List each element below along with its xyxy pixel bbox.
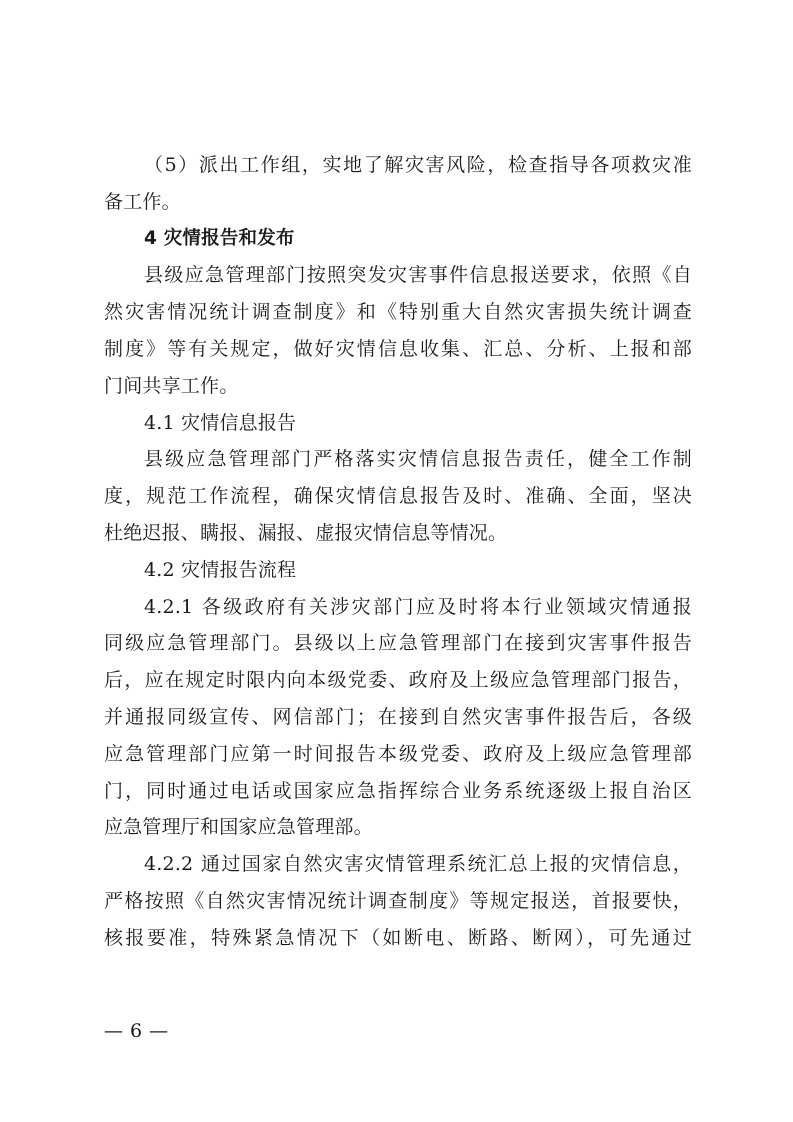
paragraph-line: 4.2.1 各级政府有关涉灾部门应及时将本行业领域灾情通报: [144, 595, 692, 618]
paragraph-line: 后，应在规定时限内向本级党委、政府及上级应急管理部门报告，: [104, 669, 692, 692]
paragraph-line: 并通报同级宣传、网信部门；在接到自然灾害事件报告后，各级: [104, 705, 692, 728]
paragraph-line: 县级应急管理部门按照突发灾害事件信息报送要求，依照《自: [144, 264, 692, 287]
paragraph-line: 应急管理部门应第一时间报告本级党委、政府及上级应急管理部: [104, 742, 692, 765]
paragraph-line: 严格按照《自然灾害情况统计调查制度》等规定报送，首报要快，: [104, 889, 692, 912]
subsection-heading: 4.1 灾情信息报告: [144, 411, 297, 434]
paragraph-line: 门间共享工作。: [104, 374, 239, 397]
paragraph-line: 备工作。: [104, 190, 181, 213]
paragraph-line: 杜绝迟报、瞒报、漏报、虚报灾情信息等情况。: [104, 521, 508, 544]
paragraph-line: 应急管理厅和国家应急管理部。: [104, 816, 373, 839]
paragraph-line: （5）派出工作组，实地了解灾害风险，检查指导各项救灾准: [144, 154, 692, 176]
paragraph-line: 县级应急管理部门严格落实灾情信息报告责任，健全工作制: [144, 448, 692, 471]
paragraph-line: 同级应急管理部门。县级以上应急管理部门在接到灾害事件报告: [104, 632, 692, 655]
paragraph-line: 4.2.2 通过国家自然灾害灾情管理系统汇总上报的灾情信息，: [144, 853, 692, 876]
subsection-heading: 4.2 灾情报告流程: [144, 558, 297, 581]
paragraph-line: 核报要准，特殊紧急情况下（如断电、断路、断网），可先通过: [104, 926, 692, 949]
paragraph-line: 门，同时通过电话或国家应急指挥综合业务系统逐级上报自治区: [104, 779, 692, 802]
paragraph-line: 度，规范工作流程，确保灾情信息报告及时、准确、全面，坚决: [104, 485, 692, 508]
paragraph-line: 然灾害情况统计调查制度》和《特别重大自然灾害损失统计调查: [104, 301, 692, 324]
section-heading: 4 灾情报告和发布: [144, 227, 295, 249]
page-number: — 6 —: [104, 1020, 169, 1042]
paragraph-line: 制度》等有关规定，做好灾情信息收集、汇总、分析、上报和部: [104, 337, 692, 360]
document-body: [104, 147, 692, 957]
